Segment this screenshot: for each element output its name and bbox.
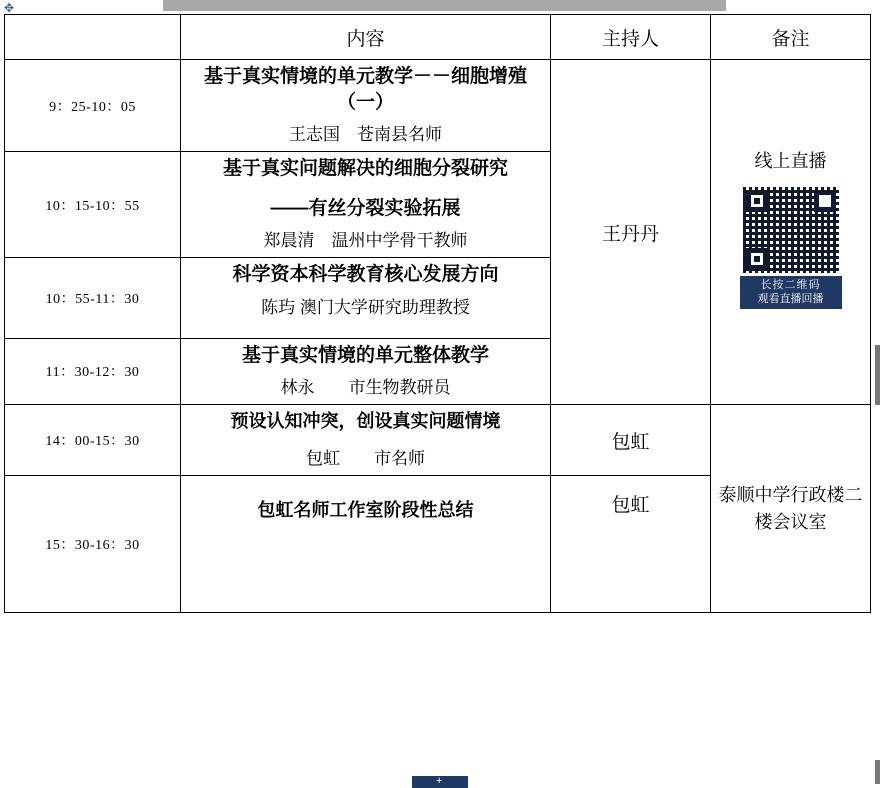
row-content bbox=[181, 152, 551, 258]
row-time: 9：25-10：05 bbox=[5, 60, 181, 152]
row-time: 14：00-15：30 bbox=[5, 405, 181, 476]
row-content bbox=[181, 258, 551, 338]
session-presenter: 林永 市生物教研员 bbox=[280, 378, 451, 398]
header-note: 备注 bbox=[711, 15, 871, 60]
schedule-table-wrapper bbox=[4, 14, 870, 613]
session-presenter: 陈玙 澳门大学研究助理教授 bbox=[261, 297, 470, 317]
scrollbar-segment-top[interactable] bbox=[875, 345, 880, 405]
session-presenter: 包虹 市名师 bbox=[306, 449, 425, 469]
session-presenter: 王志国 苍南县名师 bbox=[289, 125, 442, 145]
row-content bbox=[181, 60, 551, 152]
qr-caption-line1: 长按二维码 bbox=[760, 278, 821, 291]
row-time: 11：30-12：30 bbox=[5, 338, 181, 404]
session-title: 包虹名师工作室阶段性总结 bbox=[257, 500, 474, 521]
qr-code-block bbox=[734, 181, 848, 312]
table-insert-control[interactable] bbox=[412, 776, 468, 788]
row-host: 包虹 bbox=[551, 476, 711, 613]
row-content bbox=[181, 405, 551, 476]
header-host: 主持人 bbox=[551, 15, 711, 60]
table-header-row bbox=[5, 15, 871, 60]
selection-bar bbox=[163, 0, 726, 11]
qr-eye-dot-tl bbox=[754, 198, 760, 204]
move-handle-icon[interactable]: ✥ bbox=[4, 1, 15, 15]
qr-caption bbox=[740, 276, 842, 309]
schedule-table bbox=[4, 14, 871, 613]
table-row bbox=[5, 405, 871, 476]
row-content bbox=[181, 476, 551, 613]
header-time bbox=[5, 15, 181, 60]
session-title: 基于真实情境的单元教学－－细胞增殖（一） bbox=[203, 66, 527, 113]
qr-eye-dot-bl bbox=[754, 256, 760, 262]
session-title: 科学资本科学教育核心发展方向 bbox=[232, 264, 499, 286]
row-host: 王丹丹 bbox=[551, 60, 711, 405]
session-subtitle: ——有丝分裂实验拓展 bbox=[270, 197, 461, 219]
row-time: 15：30-16：30 bbox=[5, 476, 181, 613]
session-presenter: 郑晨清 温州中学骨干教师 bbox=[263, 231, 468, 251]
table-row bbox=[5, 60, 871, 152]
header-content: 内容 bbox=[181, 15, 551, 60]
qr-eye-dot-tr bbox=[822, 198, 828, 204]
row-time: 10：15-10：55 bbox=[5, 152, 181, 258]
row-content bbox=[181, 338, 551, 404]
row-note: 泰顺中学行政楼二楼会议室 bbox=[711, 405, 871, 613]
session-title: 预设认知冲突，创设真实问题情境 bbox=[230, 411, 501, 432]
row-host: 包虹 bbox=[551, 405, 711, 476]
plus-icon: + bbox=[436, 775, 443, 787]
session-title: 基于真实情境的单元整体教学 bbox=[241, 344, 489, 366]
qr-caption-line2: 观看直播回播 bbox=[757, 292, 824, 305]
document-top-strip bbox=[0, 0, 882, 15]
row-time: 10：55-11：30 bbox=[5, 258, 181, 338]
qr-code-icon bbox=[740, 184, 842, 276]
note-text: 线上直播 bbox=[754, 150, 827, 171]
session-title: 基于真实问题解决的细胞分裂研究 bbox=[222, 158, 508, 180]
row-note bbox=[711, 60, 871, 405]
scrollbar-segment-bottom[interactable] bbox=[875, 760, 880, 784]
